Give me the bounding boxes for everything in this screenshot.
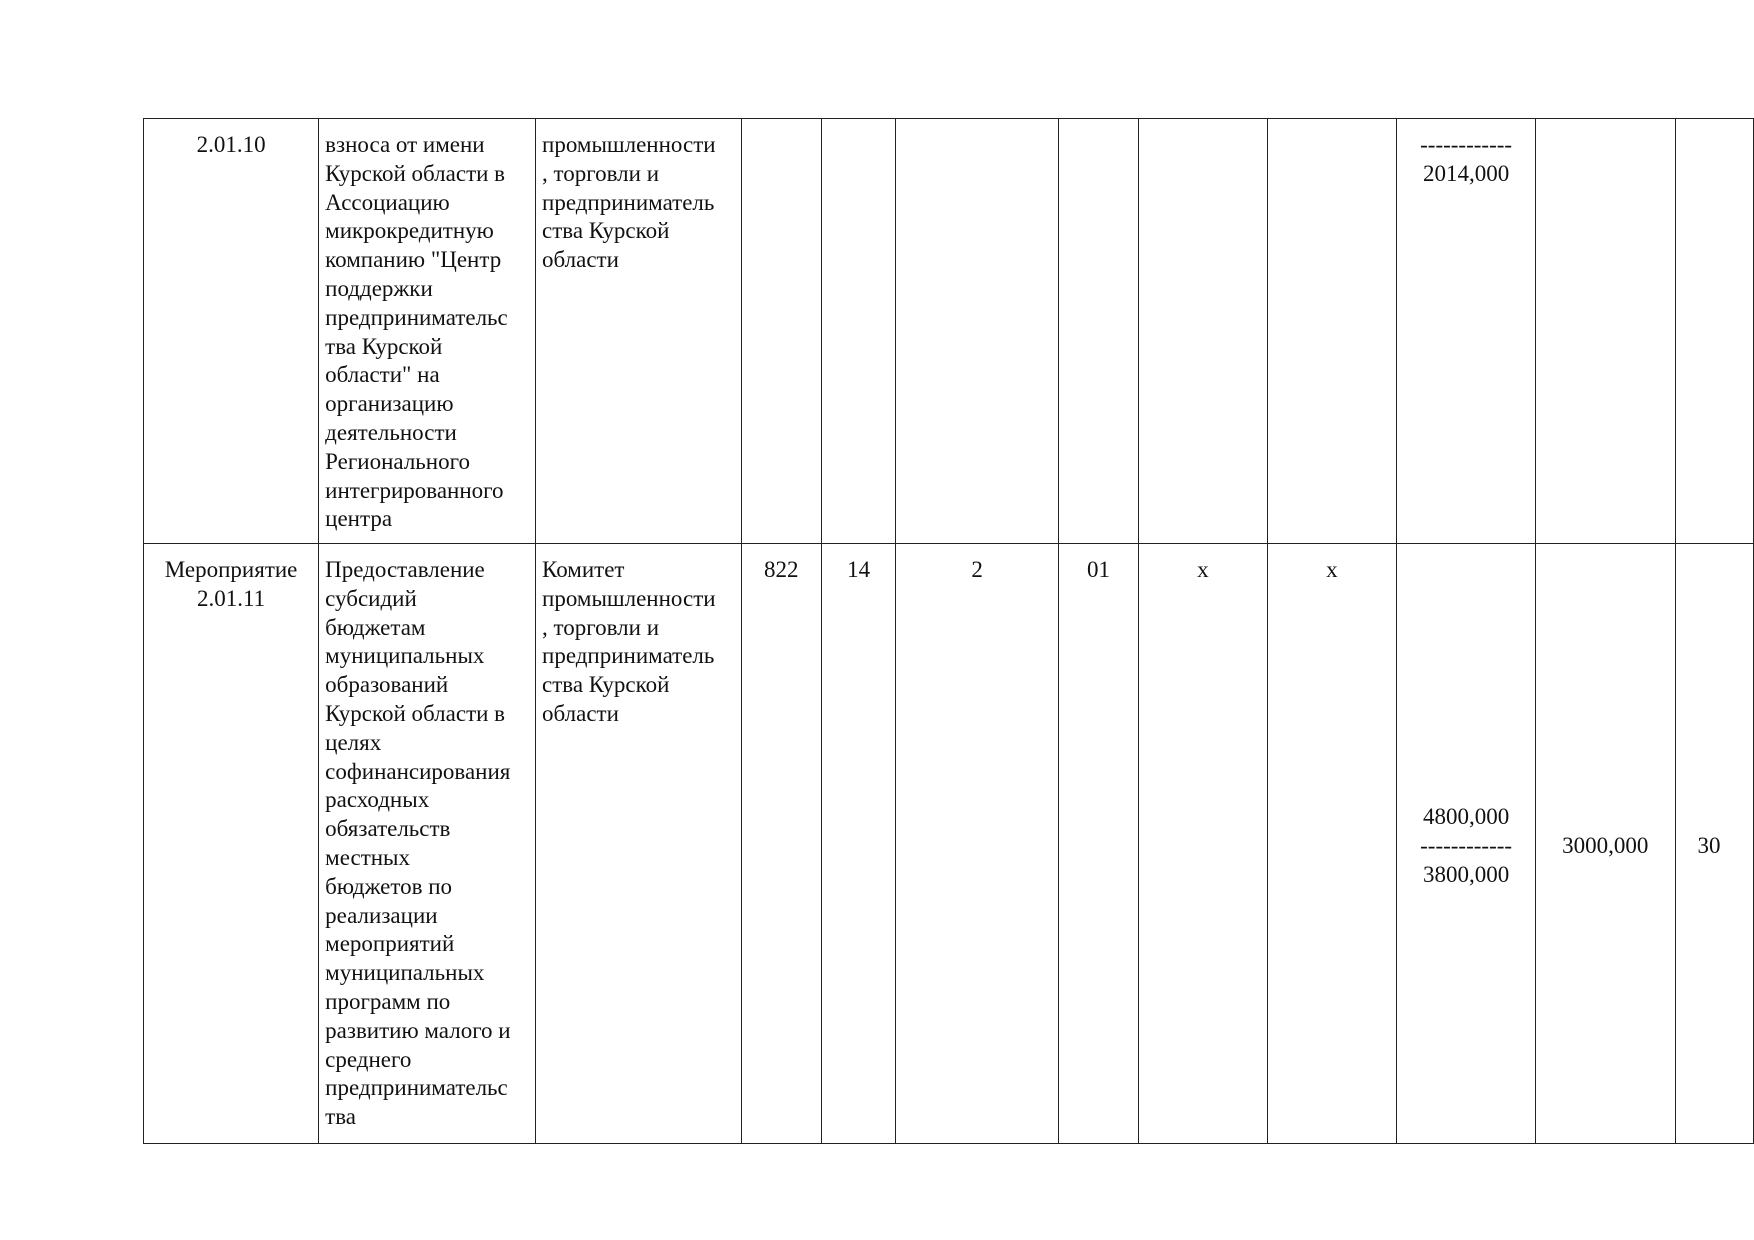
activity-name-line: Курской области в [325, 160, 506, 186]
activity-name-line: тва Курской [325, 333, 443, 359]
activity-name-line: центра [325, 506, 393, 532]
grbs-code-cell: 822 [741, 544, 821, 1144]
activity-name-line: предпринимательс [325, 1075, 508, 1101]
amount-year3-cell [1675, 119, 1753, 544]
activity-name-line: организацию [325, 391, 454, 417]
activity-name-line: софинансирования [325, 758, 511, 784]
activity-name-line: образований [325, 672, 449, 698]
activity-number-line: 2.01.10 [196, 132, 266, 157]
activity-name-line: бюджетов по [325, 873, 453, 899]
activity-name-line: Регионального [325, 448, 470, 474]
responsible-line: ства Курской [542, 672, 670, 698]
activity-number-line: Мероприятие [164, 557, 298, 582]
responsible-cell [536, 119, 742, 544]
expense-type-cell [1139, 119, 1268, 544]
extra-code-cell: х [1267, 544, 1397, 1144]
activity-number-cell [144, 544, 319, 1144]
section-code-cell: 14 [821, 544, 896, 1144]
activity-name-line: интегрированного [325, 477, 504, 503]
subsection-code-cell: 2 [896, 544, 1058, 1144]
extra-code-cell [1267, 119, 1397, 544]
responsible-line: области [542, 247, 619, 273]
subsection-code-cell [896, 119, 1058, 544]
responsible-line: предприниматель [542, 189, 715, 215]
activity-name-line: бюджетам [325, 614, 426, 640]
responsible-line: , торговли и [542, 160, 660, 186]
activity-name-line: программ по [325, 988, 451, 1014]
activity-name-line: субсидий [325, 585, 417, 611]
activity-name-line: Курской области в [325, 700, 506, 726]
activity-name-line: предпринимательс [325, 304, 508, 330]
activity-name-line: мероприятий [325, 931, 455, 957]
responsible-line: области [542, 700, 619, 726]
grbs-code-cell [741, 119, 821, 544]
activity-name-line: муниципальных [325, 960, 485, 986]
amount-value: 2014,000 [1422, 160, 1510, 186]
expense-type-cell: х [1139, 544, 1268, 1144]
section-code-cell [821, 119, 896, 544]
amount-old-value: 4800,000 [1422, 804, 1510, 830]
activity-name-line: микрокредитную [325, 218, 494, 244]
activity-name-cell [319, 544, 536, 1144]
activity-number-line: 2.01.11 [197, 585, 266, 611]
activity-number-cell [144, 119, 319, 544]
amount-year1-cell [1397, 544, 1536, 1144]
activity-name-line: компанию "Центр [325, 247, 502, 273]
activity-name-line: области" на [325, 362, 440, 388]
activity-name-line: тва [325, 1104, 356, 1130]
table-row [144, 119, 1754, 544]
activity-name-line: поддержки [325, 275, 433, 301]
responsible-line: Комитет [542, 557, 625, 582]
responsible-line: промышленности [542, 585, 716, 611]
activity-name-line: обязательств [325, 816, 451, 842]
responsible-line: промышленности [542, 132, 716, 157]
responsible-line: , торговли и [542, 614, 660, 640]
table-row [144, 544, 1754, 1144]
amount-separator: ------------ [1420, 132, 1513, 157]
activity-name-line: местных [325, 844, 411, 870]
responsible-line: ства Курской [542, 218, 670, 244]
target-article-cell: 01 [1058, 544, 1138, 1144]
activity-name-line: целях [325, 729, 382, 755]
amount-year3-cell: 30 [1675, 544, 1753, 1144]
activity-name-line: Предоставление [325, 557, 485, 582]
amount-separator: ------------ [1420, 833, 1513, 859]
activity-name-cell [319, 119, 536, 544]
activity-name-line: деятельности [325, 419, 457, 445]
target-article-cell [1058, 119, 1138, 544]
responsible-line: предприниматель [542, 643, 715, 669]
activity-name-line: Ассоциацию [325, 189, 450, 215]
amount-year1-cell [1397, 119, 1536, 544]
activity-name-line: взноса от имени [325, 132, 485, 157]
amount-year2-cell [1536, 119, 1676, 544]
responsible-cell [536, 544, 742, 1144]
activity-name-line: муниципальных [325, 643, 485, 669]
amount-value: 3800,000 [1422, 861, 1510, 887]
activity-name-line: среднего [325, 1046, 412, 1072]
activity-name-line: расходных [325, 787, 430, 813]
budget-table [143, 118, 1754, 1144]
activity-name-line: развитию малого и [325, 1017, 511, 1043]
amount-year2-cell: 3000,000 [1536, 544, 1676, 1144]
activity-name-line: реализации [325, 902, 438, 928]
